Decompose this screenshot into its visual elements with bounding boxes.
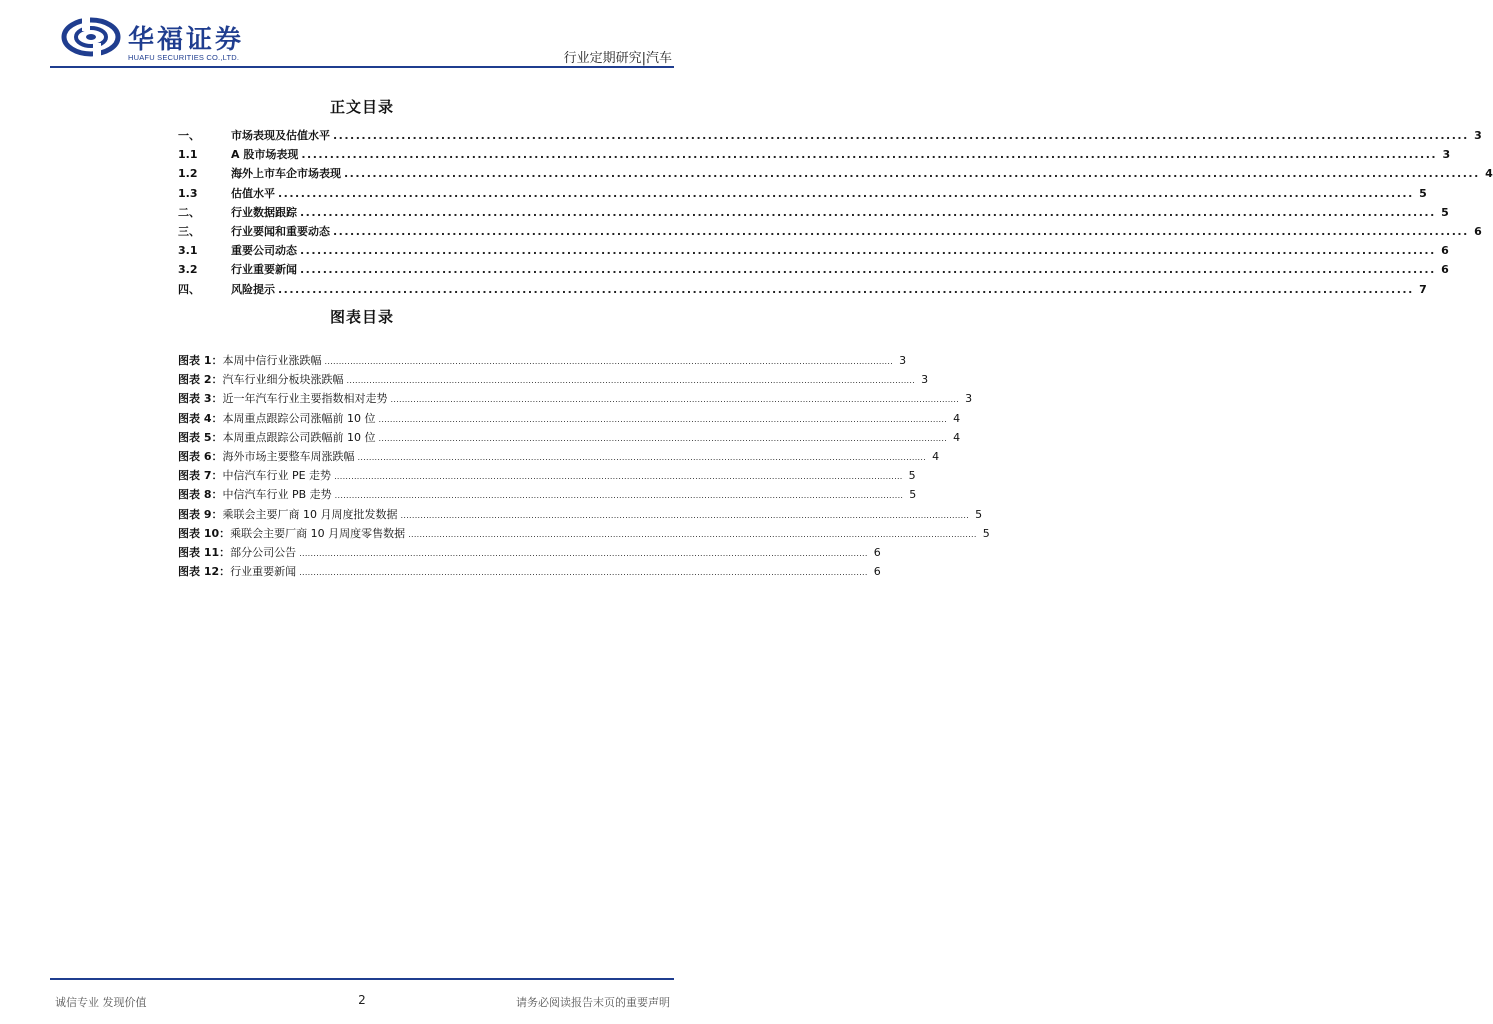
toc-page-number: 6 (873, 545, 881, 559)
toc-section-number: 1.3 (178, 186, 198, 200)
toc-page-number: 5 (982, 526, 990, 540)
toc-entry-title: 海外市场主要整车周涨跌幅 (222, 449, 355, 463)
toc-page-number: 3 (965, 392, 973, 406)
main-toc-list (178, 127, 1493, 300)
logo-english-name: HUAFU SECURITIES CO.,LTD. (128, 53, 240, 62)
dot-leader: ........................................................................................................................................................................................................ (278, 282, 1414, 296)
toc-entry-title: 风险提示 (231, 282, 275, 296)
toc-entry[interactable] (178, 525, 990, 544)
figure-label: 图表 6： (178, 449, 223, 463)
figure-toc-title: 图表目录 (329, 308, 394, 326)
toc-entry[interactable] (178, 146, 1451, 165)
toc-entry-title: 近一年汽车行业主要指数相对走势 (222, 392, 388, 406)
company-logo (62, 15, 262, 65)
page-number: 2 (358, 993, 366, 1007)
dot-leader: ........................................................................................................................................................................................................ (301, 148, 1438, 162)
figure-label: 图表 12： (178, 565, 231, 579)
toc-page-number: 5 (909, 488, 917, 502)
toc-entry[interactable] (178, 242, 1449, 261)
toc-section-number: 1.1 (178, 148, 198, 162)
toc-entry[interactable] (178, 352, 907, 371)
toc-entry[interactable] (178, 204, 1449, 223)
toc-entry-title: 行业数据跟踪 (231, 205, 297, 219)
toc-entry[interactable] (178, 185, 1427, 204)
toc-entry-title: 汽车行业细分板块涨跌幅 (222, 373, 344, 387)
toc-entry-title: 部分公司公告 (230, 545, 297, 559)
toc-page-number: 6 (1441, 244, 1449, 258)
toc-entry[interactable] (178, 390, 973, 409)
figure-label: 图表 10： (178, 526, 231, 540)
toc-section-number: 四、 (178, 282, 200, 296)
toc-entry[interactable] (178, 486, 917, 505)
report-type-label: 行业定期研究|汽车 (563, 51, 672, 66)
dot-leader: ........................................................................................................................................................................................................ (378, 433, 948, 443)
toc-page-number: 6 (1441, 263, 1449, 277)
figure-label: 图表 2： (178, 373, 223, 387)
toc-entry[interactable] (178, 563, 881, 582)
toc-entry-title: 行业重要新闻 (230, 565, 297, 579)
toc-page-number: 7 (1419, 282, 1427, 296)
dot-leader: ........................................................................................................................................................................................................ (334, 491, 904, 501)
toc-section-number: 一、 (178, 129, 200, 142)
toc-section-number: 三、 (178, 224, 200, 238)
huafu-logo-icon (62, 17, 120, 57)
toc-entry[interactable] (178, 261, 1449, 280)
dot-leader: ........................................................................................................................................................................................................ (378, 414, 948, 424)
toc-entry[interactable] (178, 371, 929, 390)
toc-entry-title: 海外上市车企市场表现 (231, 167, 341, 181)
logo-chinese-name: 华福证券 (128, 25, 245, 55)
toc-page-number: 4 (1485, 167, 1493, 181)
toc-entry[interactable] (178, 127, 1482, 146)
toc-entry-title: A 股市场表现 (231, 148, 299, 162)
dot-leader: ........................................................................................................................................................................................................ (390, 395, 960, 405)
toc-page-number: 3 (1442, 148, 1451, 162)
toc-section-number: 3.1 (178, 244, 198, 258)
toc-page-number: 6 (1474, 224, 1482, 238)
toc-entry-title: 本周中信行业涨跌幅 (222, 354, 322, 367)
toc-entry-title: 估值水平 (231, 186, 275, 200)
dot-leader: ........................................................................................................................................................................................................ (300, 244, 1436, 258)
toc-entry-title: 本周重点跟踪公司跌幅前 10 位 (222, 430, 376, 444)
toc-page-number: 5 (975, 507, 983, 521)
toc-entry[interactable] (178, 223, 1482, 242)
figure-label: 图表 8： (178, 488, 223, 502)
dot-leader: ........................................................................................................................................................................................................ (333, 224, 1469, 238)
toc-entry[interactable] (178, 506, 983, 525)
toc-page-number: 5 (908, 469, 916, 483)
dot-leader: ........................................................................................................................................................................................................ (334, 472, 903, 482)
toc-entry[interactable] (178, 429, 961, 448)
dot-leader: ........................................................................................................................................................................................................ (333, 129, 1469, 142)
toc-page-number: 5 (1419, 186, 1427, 200)
toc-section-number: 3.2 (178, 263, 198, 277)
toc-entry[interactable] (178, 281, 1427, 300)
figure-label: 图表 1： (178, 354, 223, 367)
toc-entry-title: 行业重要新闻 (231, 263, 297, 277)
toc-entry-title: 中信汽车行业 PE 走势 (222, 469, 332, 483)
figure-label: 图表 3： (178, 392, 223, 406)
dot-leader: ........................................................................................................................................................................................................ (299, 568, 868, 578)
toc-page-number: 3 (921, 373, 929, 387)
dot-leader: ........................................................................................................................................................................................................ (344, 167, 1480, 181)
main-toc-title: 正文目录 (329, 98, 394, 116)
toc-entry-title: 中信汽车行业 PB 走势 (222, 488, 332, 502)
footer-divider (50, 978, 674, 980)
toc-page-number: 3 (899, 354, 907, 367)
dot-leader: ........................................................................................................................................................................................................ (278, 186, 1414, 200)
dot-leader: ........................................................................................................................................................................................................ (408, 529, 977, 539)
toc-entry-title: 乘联会主要厂商 10 月周度零售数据 (230, 526, 406, 540)
toc-page-number: 4 (932, 449, 940, 463)
toc-section-number: 二、 (178, 205, 200, 219)
figure-label: 图表 9： (178, 507, 223, 521)
dot-leader: ........................................................................................................................................................................................................ (357, 452, 927, 462)
figure-label: 图表 5： (178, 430, 223, 444)
toc-entry[interactable] (178, 448, 940, 467)
header-divider (50, 66, 674, 68)
figure-label: 图表 11： (178, 545, 231, 559)
toc-entry[interactable] (178, 544, 881, 563)
toc-page-number: 6 (873, 565, 881, 579)
footer-slogan: 诚信专业 发现价值 (55, 996, 147, 1009)
toc-page-number: 4 (953, 411, 961, 425)
toc-page-number: 4 (953, 430, 961, 444)
dot-leader: ........................................................................................................................................................................................................ (400, 510, 970, 520)
footer-disclaimer: 请务必阅读报告末页的重要声明 (516, 996, 670, 1009)
dot-leader: ........................................................................................................................................................................................................ (300, 205, 1436, 219)
toc-entry[interactable] (178, 165, 1493, 184)
toc-page-number: 3 (1474, 129, 1482, 142)
dot-leader: ........................................................................................................................................................................................................ (299, 548, 868, 558)
toc-entry-title: 重要公司动态 (231, 244, 297, 258)
toc-entry-title: 市场表现及估值水平 (231, 129, 330, 142)
dot-leader: ........................................................................................................................................................................................................ (300, 263, 1436, 277)
toc-entry-title: 乘联会主要厂商 10 月周度批发数据 (222, 507, 398, 521)
dot-leader: ........................................................................................................................................................................................................ (346, 376, 916, 386)
figure-toc-list (178, 352, 990, 582)
dot-leader: ........................................................................................................................................................................................................ (324, 357, 894, 366)
toc-entry-title: 行业要闻和重要动态 (231, 224, 330, 238)
figure-label: 图表 7： (178, 469, 223, 483)
toc-entry[interactable] (178, 467, 916, 486)
toc-entry[interactable] (178, 410, 961, 429)
toc-entry-title: 本周重点跟踪公司涨幅前 10 位 (222, 411, 376, 425)
toc-page-number: 5 (1441, 205, 1449, 219)
figure-label: 图表 4： (178, 411, 223, 425)
toc-section-number: 1.2 (178, 167, 198, 181)
